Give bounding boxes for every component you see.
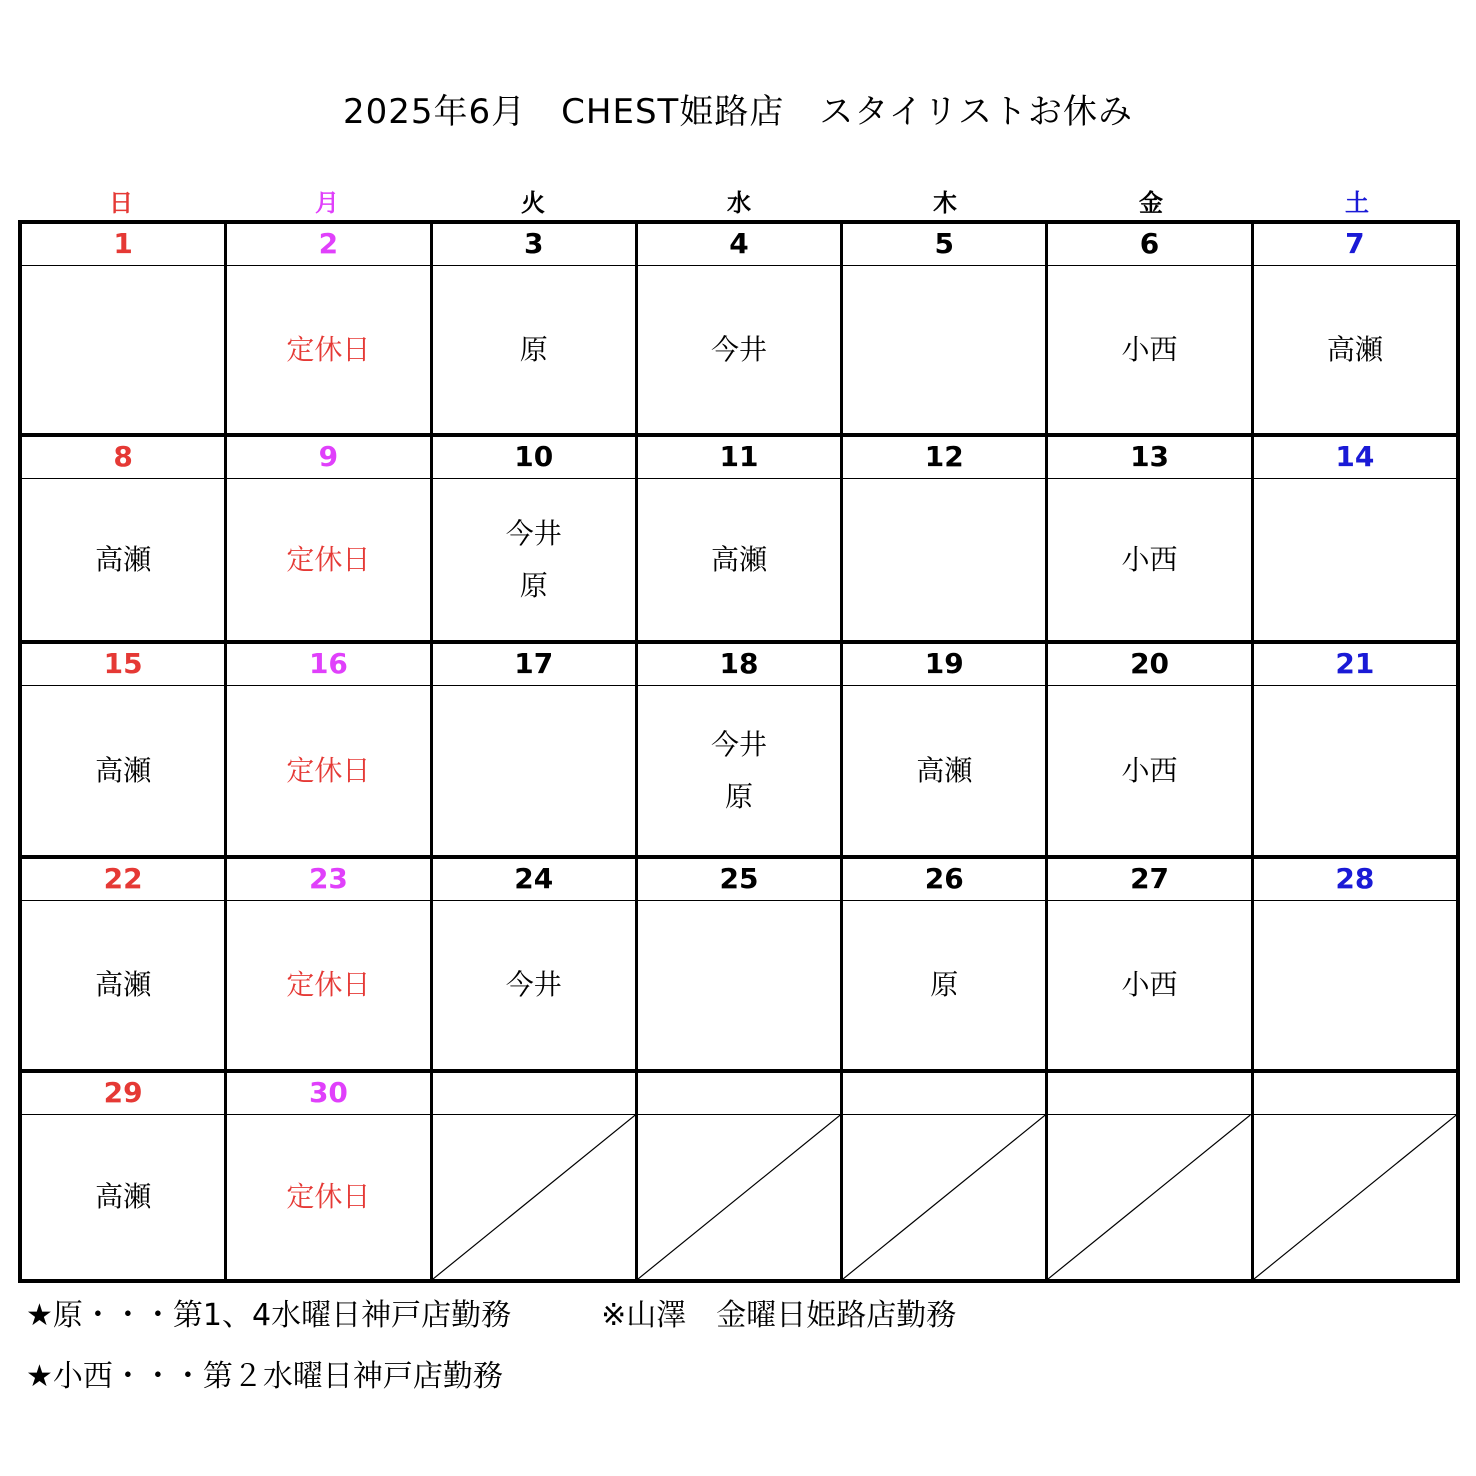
day-cell [1254, 224, 1456, 433]
day-cell [433, 437, 638, 640]
day-content [843, 266, 1045, 433]
weekday-label: 木 [933, 189, 957, 217]
stylist-off-name: 原 [724, 779, 753, 813]
day-number: 24 [433, 859, 635, 901]
day-number: 7 [1254, 224, 1456, 266]
day-content [638, 901, 840, 1069]
page-title: 2025年6月 CHEST姫路店 スタイリストお休み [343, 92, 1133, 132]
day-content [433, 479, 635, 640]
day-content [1048, 686, 1250, 855]
closed-day-label: 定休日 [286, 753, 371, 787]
day-cell [1048, 859, 1253, 1069]
day-number: 13 [1048, 437, 1250, 479]
day-cell [227, 859, 432, 1069]
week-row [22, 224, 1456, 433]
day-number: 25 [638, 859, 840, 901]
day-cell [433, 224, 638, 433]
day-number [433, 1073, 635, 1115]
stylist-off-name: 高瀬 [95, 753, 152, 787]
day-cell [1048, 1073, 1253, 1279]
day-cell [227, 644, 432, 855]
stylist-off-name: 小西 [1121, 332, 1178, 366]
stylist-off-name: 今井 [505, 516, 562, 550]
weekday-label: 日 [109, 189, 133, 217]
day-content [22, 266, 224, 433]
slash-line [638, 1115, 840, 1279]
week-row [22, 640, 1456, 855]
day-number: 17 [433, 644, 635, 686]
empty-cell-slash [843, 1115, 1045, 1279]
slash-line [433, 1115, 635, 1279]
day-number: 21 [1254, 644, 1456, 686]
day-number: 20 [1048, 644, 1250, 686]
day-number [1048, 1073, 1250, 1115]
slash-line [1254, 1115, 1456, 1279]
day-number: 10 [433, 437, 635, 479]
day-number: 22 [22, 859, 224, 901]
stylist-off-name: 小西 [1121, 753, 1178, 787]
stylist-off-name: 高瀬 [916, 753, 973, 787]
day-content [1048, 266, 1250, 433]
day-cell [843, 644, 1048, 855]
day-content [1048, 901, 1250, 1069]
weekday-label: 金 [1139, 189, 1163, 217]
empty-cell-slash [638, 1115, 840, 1279]
weekday-header [18, 186, 1460, 220]
stylist-off-name: 小西 [1121, 542, 1178, 576]
stylist-off-name: 原 [519, 332, 548, 366]
day-number: 30 [227, 1073, 429, 1115]
day-content [1254, 686, 1456, 855]
stylist-off-name: 今井 [710, 727, 767, 761]
day-number: 8 [22, 437, 224, 479]
day-number: 27 [1048, 859, 1250, 901]
closed-day-label: 定休日 [286, 1180, 371, 1213]
stylist-off-name: 高瀬 [710, 542, 767, 576]
stylist-off-name: 今井 [505, 968, 562, 1001]
day-number: 28 [1254, 859, 1456, 901]
week-row [22, 855, 1456, 1069]
empty-cell-slash [1048, 1115, 1250, 1279]
day-number: 6 [1048, 224, 1250, 266]
day-content [433, 686, 635, 855]
day-number: 14 [1254, 437, 1456, 479]
day-content [843, 901, 1045, 1069]
day-cell [1048, 224, 1253, 433]
day-number [843, 1073, 1045, 1115]
day-cell [22, 224, 227, 433]
day-cell [433, 644, 638, 855]
day-number: 15 [22, 644, 224, 686]
weekday-label: 水 [727, 189, 751, 217]
day-number: 18 [638, 644, 840, 686]
note-line-2: ★小西・・・第２水曜日神戸店勤務 [26, 1359, 503, 1394]
day-content [1048, 479, 1250, 640]
day-content [22, 1115, 224, 1279]
day-number: 11 [638, 437, 840, 479]
day-cell [638, 1073, 843, 1279]
week-row [22, 1069, 1456, 1279]
day-content [1254, 479, 1456, 640]
closed-day-label: 定休日 [286, 332, 371, 366]
day-content [227, 1115, 429, 1279]
day-number: 29 [22, 1073, 224, 1115]
day-number: 1 [22, 224, 224, 266]
closed-day-label: 定休日 [286, 542, 371, 576]
day-cell [638, 859, 843, 1069]
day-number: 16 [227, 644, 429, 686]
calendar-grid [18, 220, 1460, 1283]
day-content [22, 901, 224, 1069]
week-row [22, 433, 1456, 640]
day-cell [843, 859, 1048, 1069]
day-cell [22, 859, 227, 1069]
day-number: 12 [843, 437, 1045, 479]
stylist-off-name: 高瀬 [95, 968, 152, 1001]
day-cell [638, 437, 843, 640]
weekday-label: 火 [521, 189, 545, 217]
stylist-off-name: 高瀬 [1326, 332, 1383, 366]
day-number: 5 [843, 224, 1045, 266]
day-cell [1254, 437, 1456, 640]
day-cell [843, 1073, 1048, 1279]
day-content [227, 266, 429, 433]
stylist-off-name: 原 [519, 568, 548, 602]
day-content [433, 901, 635, 1069]
day-content [638, 479, 840, 640]
stylist-off-name: 高瀬 [95, 542, 152, 576]
day-cell [22, 437, 227, 640]
closed-day-label: 定休日 [286, 968, 371, 1001]
day-content [638, 266, 840, 433]
day-cell [433, 859, 638, 1069]
empty-cell-slash [433, 1115, 635, 1279]
day-content [843, 686, 1045, 855]
day-content [433, 266, 635, 433]
day-cell [227, 1073, 432, 1279]
weekday-label: 土 [1345, 189, 1369, 217]
day-number: 2 [227, 224, 429, 266]
day-content [1254, 266, 1456, 433]
day-cell [1254, 644, 1456, 855]
day-number: 26 [843, 859, 1045, 901]
weekday-label: 月 [315, 189, 339, 217]
day-cell [1254, 859, 1456, 1069]
stylist-off-name: 原 [930, 968, 959, 1001]
day-cell [843, 224, 1048, 433]
day-cell [227, 437, 432, 640]
day-number [1254, 1073, 1456, 1115]
day-cell [638, 224, 843, 433]
day-number: 23 [227, 859, 429, 901]
stylist-off-name: 今井 [710, 332, 767, 366]
day-content [1254, 901, 1456, 1069]
stylist-off-name: 小西 [1121, 968, 1178, 1001]
day-content [22, 479, 224, 640]
day-number: 19 [843, 644, 1045, 686]
day-content [638, 686, 840, 855]
day-cell [22, 644, 227, 855]
day-number: 9 [227, 437, 429, 479]
day-cell [1048, 437, 1253, 640]
day-number: 3 [433, 224, 635, 266]
day-cell [1048, 644, 1253, 855]
stylist-off-name: 高瀬 [95, 1180, 152, 1213]
slash-line [1048, 1115, 1250, 1279]
slash-line [843, 1115, 1045, 1279]
day-content [227, 901, 429, 1069]
day-number [638, 1073, 840, 1115]
day-content [227, 686, 429, 855]
day-number: 4 [638, 224, 840, 266]
day-content [227, 479, 429, 640]
empty-cell-slash [1254, 1115, 1456, 1279]
note-line-1: ★原・・・第1、4水曜日神戸店勤務 ※山澤 金曜日姫路店勤務 [26, 1298, 957, 1333]
day-cell [433, 1073, 638, 1279]
day-cell [638, 644, 843, 855]
day-cell [227, 224, 432, 433]
day-cell [1254, 1073, 1456, 1279]
day-cell [22, 1073, 227, 1279]
day-content [843, 479, 1045, 640]
day-cell [843, 437, 1048, 640]
day-content [22, 686, 224, 855]
